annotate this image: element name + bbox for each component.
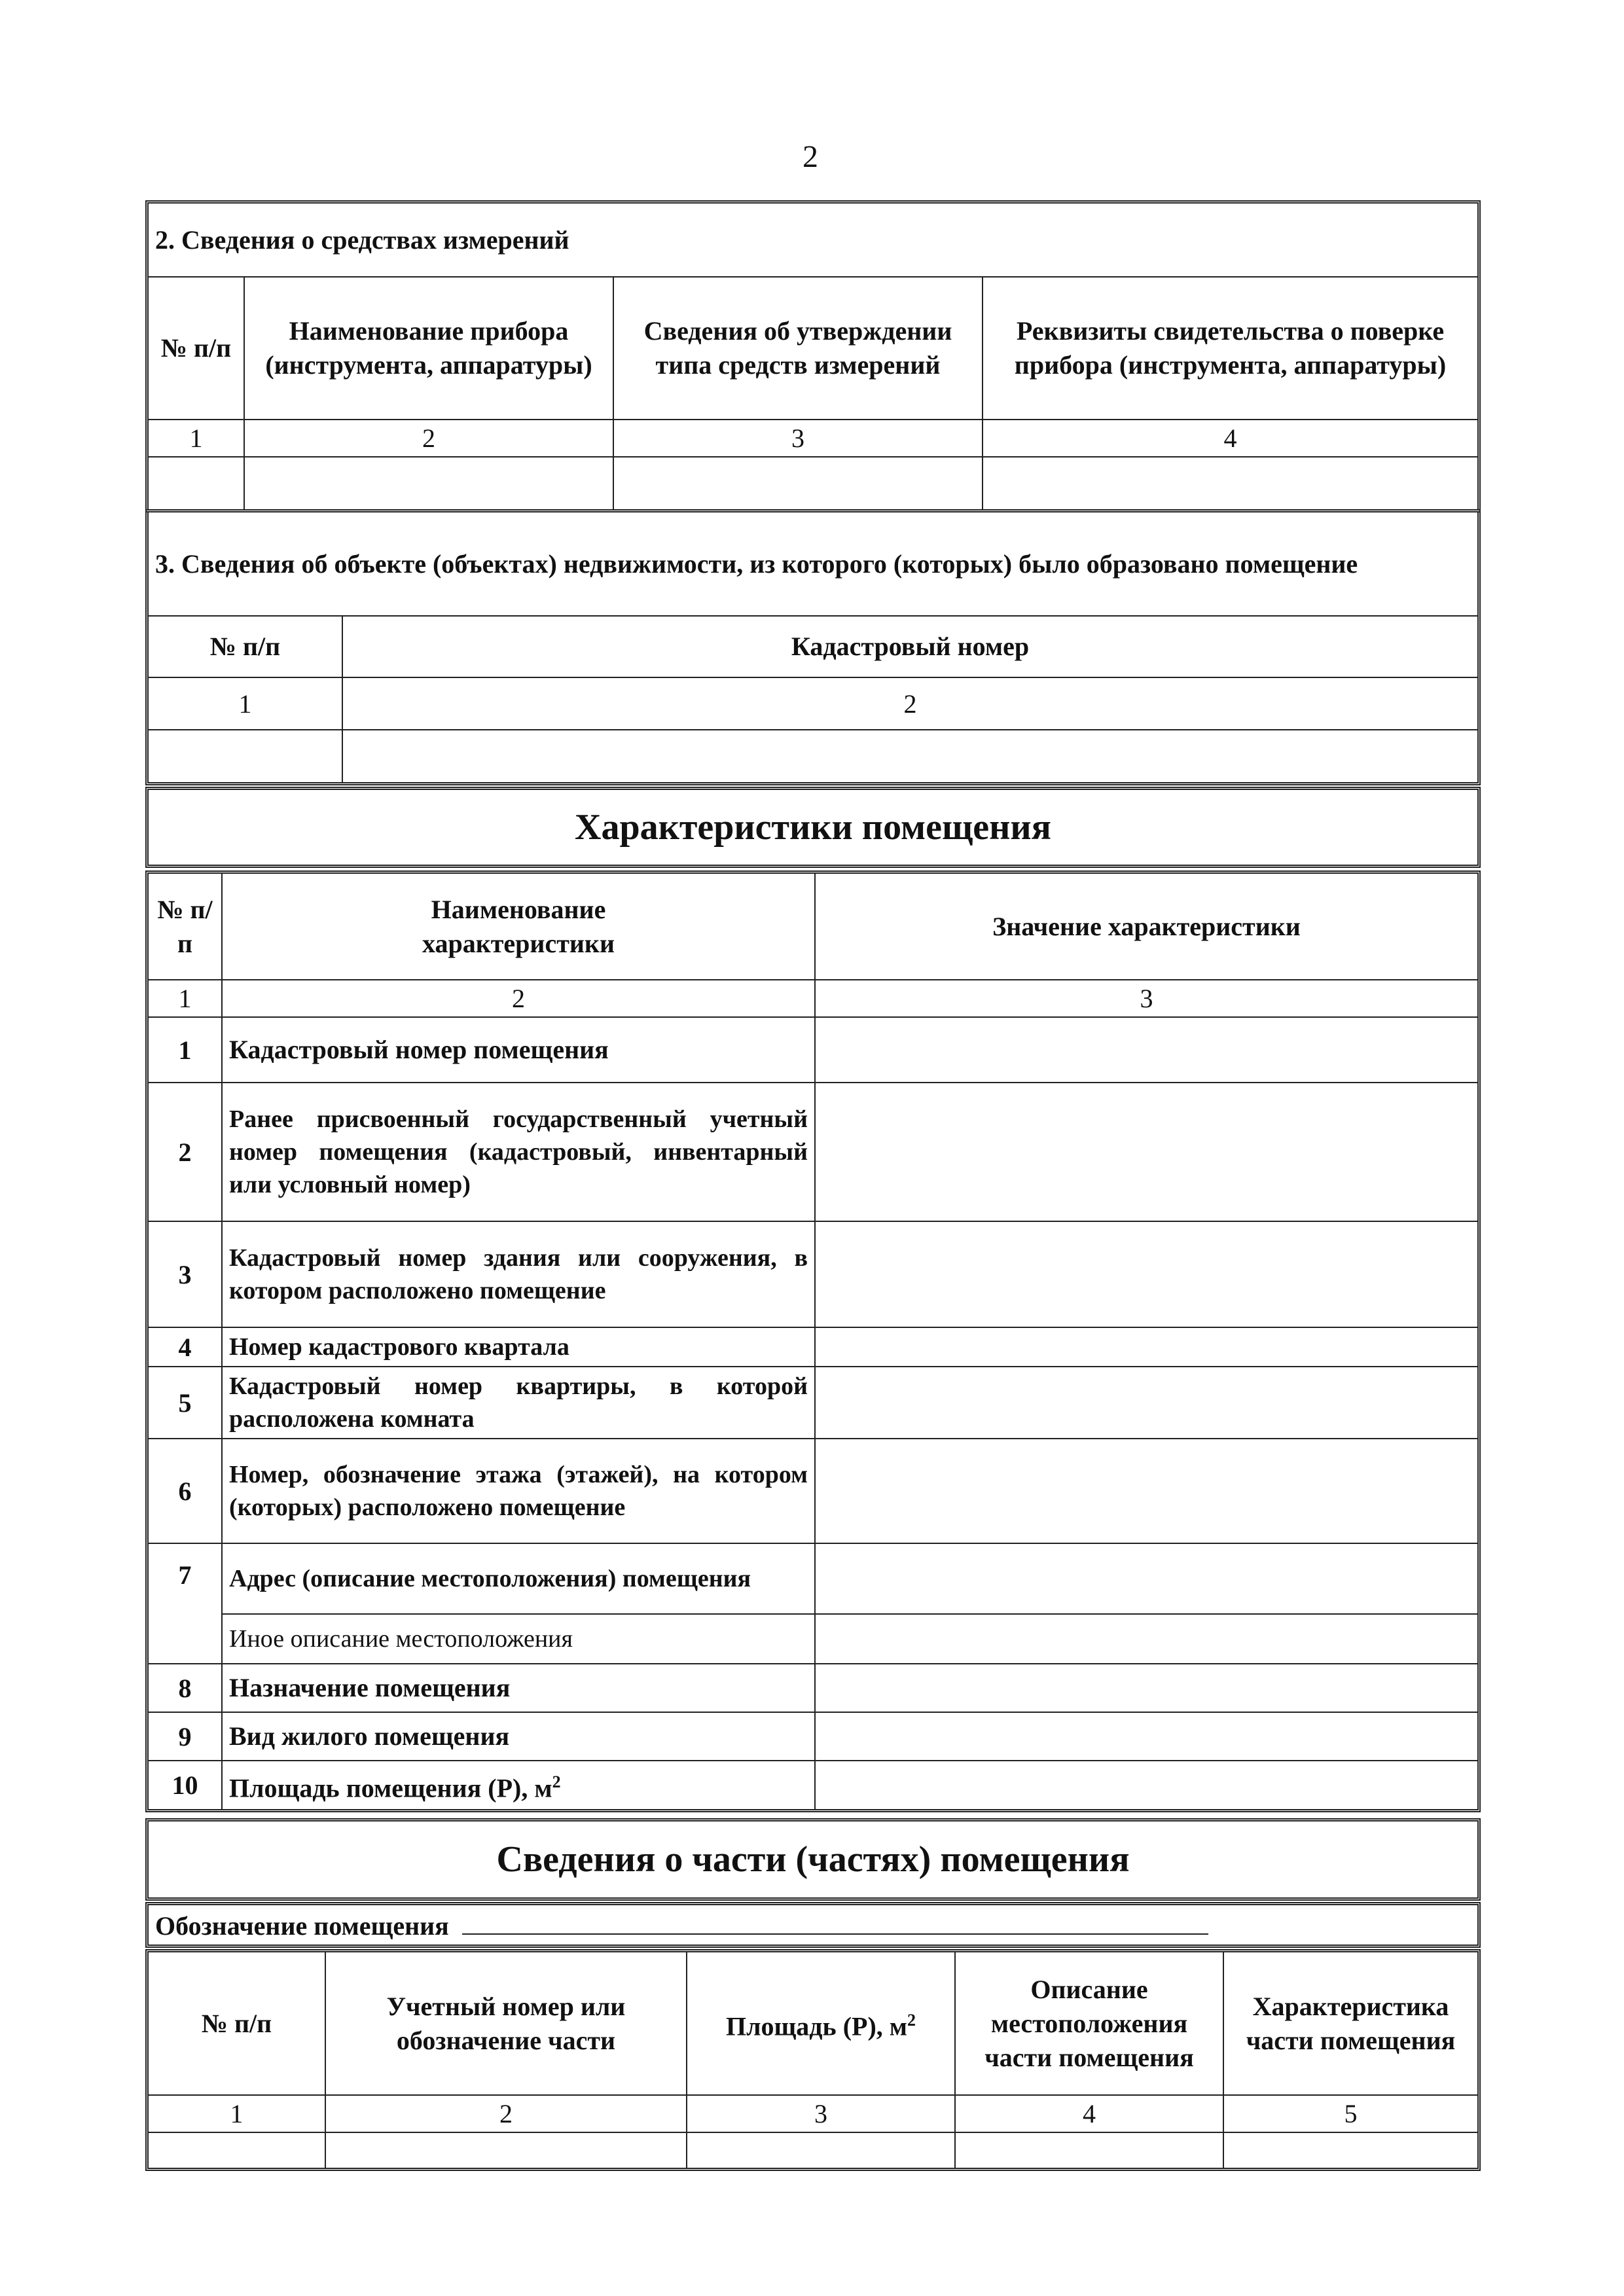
char-row-name	[222, 1761, 815, 1809]
parts-empty-cell	[325, 2132, 687, 2168]
parts-colnum-3: 3	[687, 2095, 955, 2132]
section2-empty-cell	[149, 457, 244, 509]
char-row-value	[815, 1614, 1477, 1664]
char-row-name: Кадастровый номер помещения	[222, 1017, 815, 1083]
section2-header-type-approval: Сведения об утверждении типа средств измерений	[613, 277, 983, 420]
char-row-num: 10	[149, 1761, 222, 1809]
parts-colnum-2: 2	[325, 2095, 687, 2132]
char-row-num: 1	[149, 1017, 222, 1083]
parts-header-area	[687, 1952, 955, 2095]
parts-empty-cell	[1223, 2132, 1477, 2168]
parts-colnum-5: 5	[1223, 2095, 1477, 2132]
section2-colnum-2: 2	[244, 420, 613, 457]
char-header-name: Наименование характеристики	[222, 874, 815, 980]
char-row-value	[815, 1083, 1477, 1221]
parts-empty-cell	[149, 2132, 325, 2168]
parts-table	[145, 1949, 1481, 2171]
char-row-num: 4	[149, 1327, 222, 1367]
char-row-num: 6	[149, 1439, 222, 1543]
char-row-num: 3	[149, 1221, 222, 1327]
char-row-name: Номер кадастрового квартала	[222, 1327, 815, 1367]
parts-title-box	[145, 1818, 1481, 1901]
char-colnum-1: 1	[149, 980, 222, 1017]
section2-header-instrument: Наименование прибора (инструмента, аппаратуры)	[244, 277, 613, 420]
char-row-num: 8	[149, 1664, 222, 1712]
section2-colnum-1: 1	[149, 420, 244, 457]
section2-header-certificate: Реквизиты свидетельства о поверке прибора (инструмента, аппаратуры)	[983, 277, 1477, 420]
parts-header-num: № п/п	[149, 1952, 325, 2095]
parts-empty-cell	[955, 2132, 1223, 2168]
section-source-objects	[145, 509, 1481, 785]
parts-header-number: Учетный номер или обозначение части	[325, 1952, 687, 2095]
page-number: 2	[803, 139, 818, 174]
characteristics-title-box	[145, 787, 1481, 868]
parts-colnum-1: 1	[149, 2095, 325, 2132]
section3-title: 3. Сведения об объекте (объектах) недвижимости, из которого (которых) было образовано помещение	[149, 512, 1477, 616]
section3-colnum-1: 1	[149, 677, 342, 730]
char-row-value	[815, 1367, 1477, 1439]
char-row-num: 2	[149, 1083, 222, 1221]
section2-colnum-4: 4	[983, 420, 1477, 457]
char-row-name: Номер, обозначение этажа (этажей), на котором (которых) расположено помещение	[222, 1439, 815, 1543]
section2-colnum-3: 3	[613, 420, 983, 457]
char-row-value	[815, 1327, 1477, 1367]
section2-empty-cell	[244, 457, 613, 509]
section3-header-cadastral: Кадастровый номер	[342, 616, 1477, 677]
characteristics-table	[145, 870, 1481, 1812]
section3-empty-cell	[149, 730, 342, 782]
char-row-name: Адрес (описание местоположения) помещения	[222, 1543, 815, 1614]
section3-header-num: № п/п	[149, 616, 342, 677]
char-row-value	[815, 1543, 1477, 1614]
char-area-sup: 2	[552, 1772, 561, 1791]
section3-colnum-2: 2	[342, 677, 1477, 730]
parts-empty-cell	[687, 2132, 955, 2168]
char-row-value	[815, 1221, 1477, 1327]
parts-title: Сведения о части (частях) помещения	[496, 1839, 1130, 1880]
char-row-value	[815, 1664, 1477, 1712]
parts-designation-field[interactable]	[462, 1911, 1208, 1935]
char-row-num: 7	[149, 1543, 222, 1664]
char-row-value	[815, 1712, 1477, 1761]
char-colnum-2: 2	[222, 980, 815, 1017]
char-row-name: Кадастровый номер здания или сооружения, в котором расположено помещение	[222, 1221, 815, 1327]
section-measurement-tools	[145, 200, 1481, 512]
section2-empty-cell	[983, 457, 1477, 509]
parts-designation-label: Обозначение помещения	[155, 1911, 449, 1941]
parts-area-sup: 2	[907, 2010, 916, 2030]
char-row-name: Ранее присвоенный государственный учетный номер помещения (кадастровый, инвентарный или условный номер)	[222, 1083, 815, 1221]
char-row-name: Вид жилого помещения	[222, 1712, 815, 1761]
section2-empty-cell	[613, 457, 983, 509]
char-row-name: Кадастровый номер квартиры, в которой расположена комната	[222, 1367, 815, 1439]
char-row-value	[815, 1017, 1477, 1083]
section3-empty-cell	[342, 730, 1477, 782]
char-colnum-3: 3	[815, 980, 1477, 1017]
parts-header-location: Описание местоположения части помещения	[955, 1952, 1223, 2095]
parts-header-characteristic: Характеристика части помещения	[1223, 1952, 1477, 2095]
char-header-num: № п/п	[149, 874, 222, 980]
char-row-num: 5	[149, 1367, 222, 1439]
parts-designation-row	[149, 1905, 1477, 1946]
char-header-value: Значение характеристики	[815, 874, 1477, 980]
char-row-num: 9	[149, 1712, 222, 1761]
characteristics-title: Характеристики помещения	[575, 807, 1051, 848]
section2-header-num: № п/п	[149, 277, 244, 420]
parts-colnum-4: 4	[955, 2095, 1223, 2132]
char-row-value	[815, 1439, 1477, 1543]
char-row-name: Назначение помещения	[222, 1664, 815, 1712]
section2-title: 2. Сведения о средствах измерений	[149, 204, 1477, 277]
char-row-value	[815, 1761, 1477, 1809]
char-area-label: Площадь помещения (Р), м	[229, 1773, 552, 1803]
parts-area-label: Площадь (Р), м	[725, 2011, 908, 2041]
char-row-subname: Иное описание местоположения	[222, 1614, 815, 1664]
parts-designation-box	[145, 1902, 1481, 1948]
